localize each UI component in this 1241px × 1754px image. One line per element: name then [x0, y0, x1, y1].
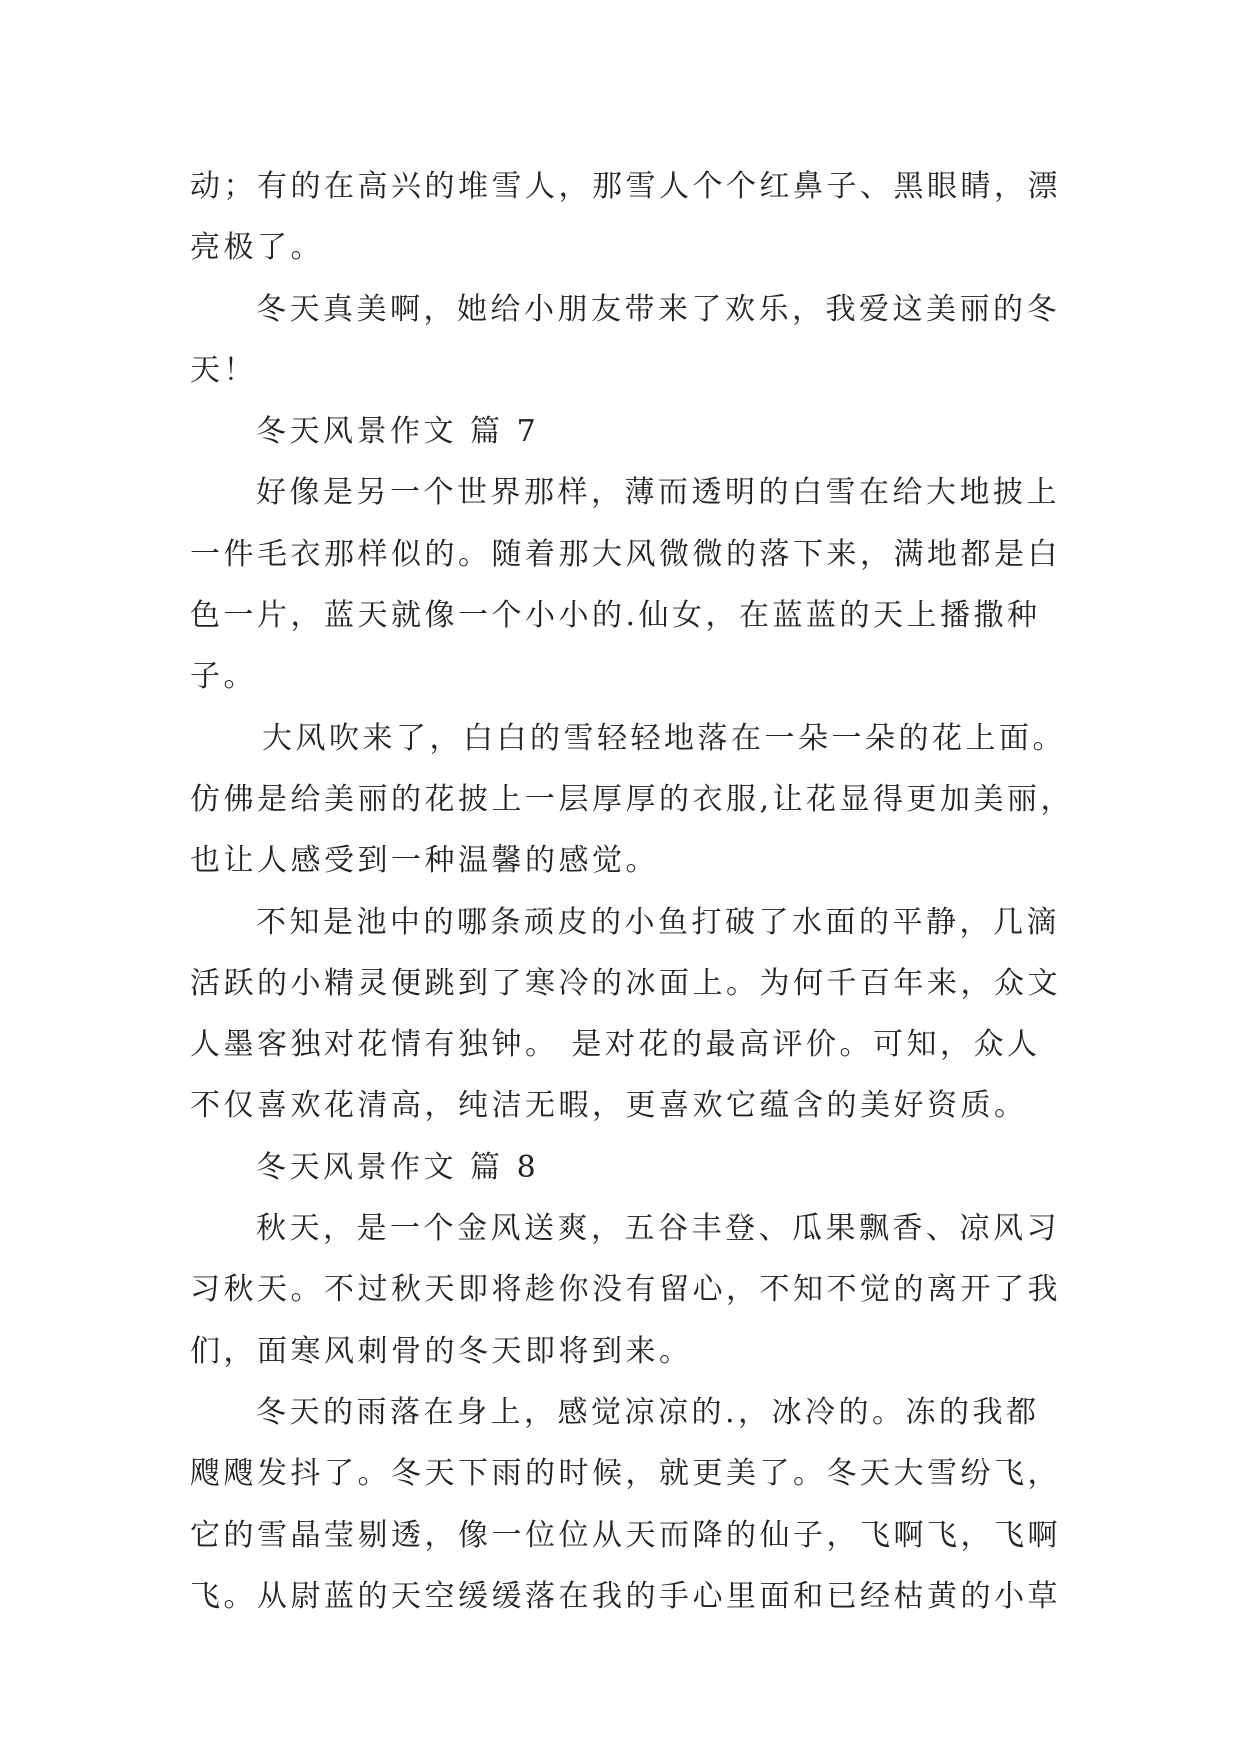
text-line: 人墨客独对花情有独钟。 是对花的最高评价。可知，众人	[190, 1027, 1041, 1063]
text-line: 不仅喜欢花清高，纯洁无暇，更喜欢它蕴含的美好资质。	[190, 1088, 1028, 1124]
text-line: 们，面寒风刺骨的冬天即将到来。	[190, 1333, 693, 1369]
text-line: 亮极了。	[190, 230, 324, 266]
text-line: 动；有的在高兴的堆雪人，那雪人个个红鼻子、黑眼睛，漂	[190, 169, 1061, 204]
text-line: 飞。从尉蓝的天空缓缓落在我的手心里面和已经枯黄的小草	[190, 1578, 1061, 1614]
text-line: 天！	[190, 352, 257, 388]
text-line: 也让人感受到一种温馨的感觉。	[190, 843, 659, 879]
text-line: 它的雪晶莹剔透，像一位位从天而降的仙子，飞啊飞，飞啊	[190, 1517, 1061, 1553]
text-line: 冬天的雨落在身上，感觉凉凉的.，冰冷的。冻的我都	[256, 1394, 1040, 1430]
text-line: 子。	[190, 659, 257, 695]
text-line: 好像是另一个世界那样，薄而透明的白雪在给大地披上	[256, 475, 1060, 511]
text-line: 飕飕发抖了。冬天下雨的时候，就更美了。冬天大雪纷飞，	[190, 1456, 1061, 1492]
text-line: 活跃的小精灵便跳到了寒冷的冰面上。为何千百年来，众文	[190, 965, 1061, 1001]
text-line: 大风吹来了，白白的雪轻轻地落在一朵一朵的花上面。	[262, 720, 1066, 756]
text-line: 色一片，蓝天就像一个小小的.仙女，在蓝蓝的天上播撒种	[190, 598, 1041, 634]
text-line: 冬天真美啊，她给小朋友带来了欢乐，我爱这美丽的冬	[256, 291, 1060, 327]
text-line: 仿佛是给美丽的花披上一层厚厚的衣服,让花显得更加美丽，	[190, 781, 1075, 817]
text-line: 不知是池中的哪条顽皮的小鱼打破了水面的平静，几滴	[256, 904, 1060, 940]
text-line: 习秋天。不过秋天即将趁你没有留心，不知不觉的离开了我	[190, 1272, 1061, 1308]
text-line: 秋天，是一个金风送爽，五谷丰登、瓜果飘香、凉风习	[256, 1211, 1060, 1247]
section-heading: 冬天风景作文 篇 7	[256, 414, 540, 450]
text-line: 一件毛衣那样似的。随着那大风微微的落下来，满地都是白	[190, 536, 1061, 572]
section-heading: 冬天风景作文 篇 8	[256, 1149, 540, 1185]
essay-body	[190, 156, 1075, 1627]
